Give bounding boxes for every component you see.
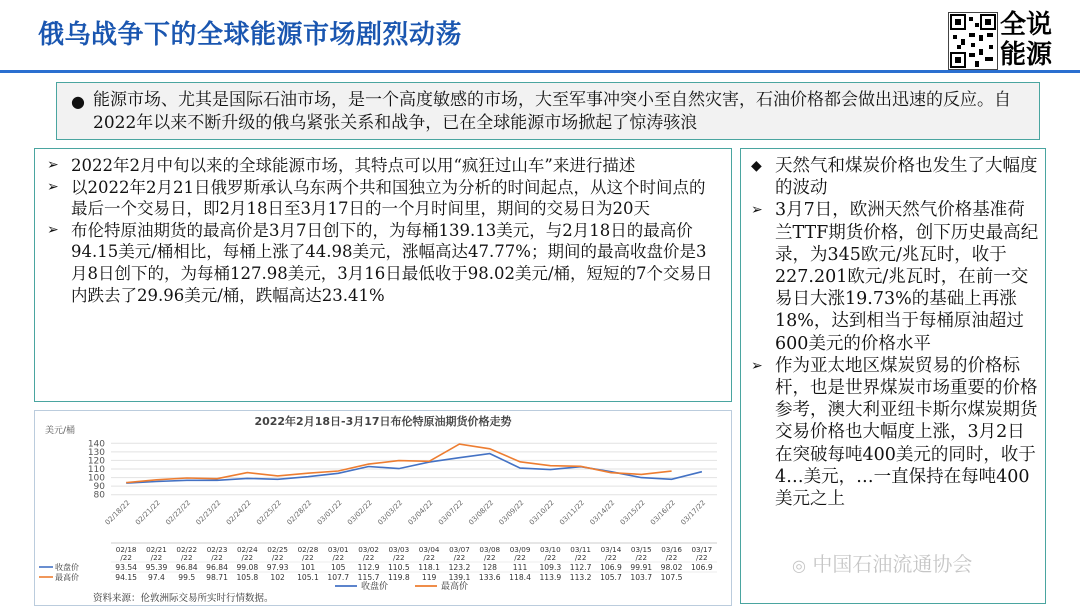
table-cell: 107.7	[327, 573, 350, 582]
list-item-text: 布伦特原油期货的最高价是3月7日创下的，为每桶139.13美元，与2月18日的最高价94.15美元/桶相比，每桶上涨了44.98美元，涨幅高达47.77%；期间的最高收盘价是3月8日创下的，为每桶127.98美元，3月16日最低收于98.02美元/桶，短短的7个交易日内跌去了29.96美元/桶，跌幅高达23.41%	[71, 220, 713, 305]
table-row-label: 最高价	[55, 573, 79, 582]
table-year-cell: /22	[180, 553, 193, 562]
x-tick-label: 02/22/22	[164, 498, 193, 527]
diamond-bullet-icon: ◆	[751, 158, 762, 174]
y-tick-label: 90	[93, 482, 105, 493]
x-tick-label: 02/18/22	[103, 498, 132, 527]
table-date-cell: 02/23	[206, 545, 228, 554]
list-item-text: 以2022年2月21日俄罗斯承认乌东两个共和国独立为分析的时间起点，从这个时间点的最后一个交易日，即2月18日至3月17日的一个月时间里，期间的交易日为20天	[71, 177, 706, 219]
table-cell: 97.4	[147, 573, 165, 582]
table-cell: 115.7	[357, 573, 380, 582]
table-cell: 99.08	[236, 563, 259, 572]
series-line-high	[126, 444, 671, 483]
chart-source: 资料来源：伦敦洲际交易所实时行情数据。	[93, 593, 274, 604]
table-cell: 111	[512, 563, 528, 572]
watermark-text: 中国石油流通协会	[812, 552, 973, 576]
brand-logo	[946, 10, 1064, 72]
price-chart	[35, 411, 731, 605]
table-cell: 103.7	[630, 573, 653, 582]
arrow-bullet-icon: ➢	[47, 178, 59, 195]
table-cell: 99.91	[630, 563, 653, 572]
list-item	[751, 155, 1039, 199]
x-tick-label: 02/28/22	[285, 498, 314, 527]
arrow-bullet-icon: ➢	[751, 357, 763, 374]
table-year-cell: /22	[696, 553, 708, 562]
legend-label-close: 收盘价	[361, 582, 389, 592]
x-tick-label: 03/11/22	[558, 498, 587, 527]
table-cell: 94.15	[115, 573, 138, 582]
table-cell: 105.7	[600, 573, 622, 582]
bullet-icon: ●	[71, 92, 85, 111]
table-date-cell: 03/09	[509, 545, 531, 554]
watermark	[792, 548, 972, 577]
table-date-cell: 03/17	[691, 545, 713, 554]
x-tick-label: 03/08/22	[467, 498, 496, 527]
list-item	[47, 155, 721, 177]
table-year-cell: /22	[362, 553, 375, 562]
table-year-cell: /22	[120, 553, 132, 562]
x-tick-label: 03/02/22	[346, 498, 374, 527]
table-year-cell: /22	[393, 553, 405, 562]
table-cell: 105.8	[236, 573, 259, 582]
table-year-cell: /22	[271, 553, 284, 562]
table-year-cell: /22	[423, 553, 435, 562]
list-item	[47, 220, 721, 306]
table-cell: 112.7	[569, 563, 592, 572]
table-year-cell: /22	[514, 553, 526, 562]
left-text-panel	[34, 148, 732, 402]
x-tick-label: 03/03/22	[376, 498, 405, 527]
table-cell: 112.9	[357, 563, 380, 572]
table-cell: 113.9	[539, 573, 562, 582]
table-cell: 105	[331, 563, 346, 572]
x-tick-label: 03/09/22	[497, 498, 526, 527]
y-axis-label: 美元/桶	[45, 426, 76, 436]
x-tick-label: 03/17/22	[679, 498, 708, 527]
table-cell: 105.1	[297, 573, 319, 582]
y-tick-label: 100	[87, 473, 105, 484]
x-tick-label: 03/01/22	[315, 498, 344, 527]
table-cell: 106.9	[690, 563, 713, 572]
table-cell: 99.5	[178, 573, 196, 582]
x-tick-label: 03/04/22	[406, 498, 435, 527]
table-date-cell: 03/08	[479, 545, 501, 554]
list-item	[751, 355, 1039, 510]
list-item	[47, 177, 721, 220]
table-cell: 118.4	[509, 573, 531, 582]
table-date-cell: 03/10	[539, 545, 561, 554]
table-year-cell: /22	[665, 553, 678, 562]
table-cell: 133.6	[478, 573, 501, 582]
table-cell: 102	[270, 573, 285, 582]
table-year-cell: /22	[483, 553, 496, 562]
arrow-bullet-icon: ➢	[47, 221, 59, 238]
table-cell: 101	[300, 563, 316, 572]
table-cell: 107.5	[660, 573, 683, 582]
list-item-text: 作为亚太地区煤炭贸易的价格标杆，也是世界煤炭市场重要的价格参考，澳大利亚纽卡斯尔煤炭期货交易价格也大幅度上涨，3月2日在突破每吨400美元的同时，收于4…美元，…一直保持在每吨400美元之上	[775, 355, 1038, 510]
intro-text: 能源市场、尤其是国际石油市场，是一个高度敏感的市场，大至军事冲突小至自然灾害，石油价格都会做出迅速的反应。自2022年以来不断升级的俄乌紧张关系和战争，已在全球能源市场掀起了惊涛骇浪	[93, 90, 1011, 133]
table-cell: 119	[421, 573, 437, 582]
chart-panel	[34, 410, 732, 606]
table-date-cell: 02/25	[267, 545, 289, 554]
table-year-cell: /22	[241, 553, 254, 562]
x-tick-label: 03/15/22	[618, 498, 647, 527]
table-cell: 139.1	[448, 573, 471, 582]
table-date-cell: 02/22	[176, 545, 198, 554]
table-year-cell: /22	[302, 553, 314, 562]
table-cell: 93.54	[115, 563, 138, 572]
page-title: 俄乌战争下的全球能源市场剧烈动荡	[38, 20, 463, 50]
table-cell: 97.93	[266, 563, 289, 572]
y-tick-label: 110	[87, 465, 105, 475]
intro-box	[56, 82, 1040, 140]
table-date-cell: 02/28	[297, 545, 319, 554]
table-date-cell: 03/15	[630, 545, 652, 554]
table-year-cell: /22	[332, 553, 345, 562]
legend-label-high: 最高价	[441, 582, 469, 592]
table-date-cell: 02/24	[236, 545, 258, 554]
table-cell: 110.5	[387, 563, 410, 572]
table-year-cell: /22	[635, 553, 648, 562]
table-date-cell: 03/01	[327, 545, 349, 554]
table-cell: 95.39	[145, 563, 168, 572]
right-text-panel	[740, 148, 1046, 604]
table-date-cell: 03/11	[570, 545, 592, 554]
list-item-text: 2022年2月中旬以来的全球能源市场，其特点可以用“疯狂过山车”来进行描述	[71, 156, 636, 175]
table-cell: 98.71	[206, 573, 228, 582]
table-date-cell: 02/18	[115, 545, 137, 554]
arrow-bullet-icon: ➢	[47, 157, 59, 173]
table-cell: 128	[482, 563, 497, 572]
logo-text-line-2: 能源	[1000, 40, 1053, 70]
table-cell: 118.1	[418, 563, 441, 572]
wechat-icon: ◎	[792, 556, 806, 575]
x-tick-label: 02/25/22	[255, 498, 284, 527]
list-item-text: 天然气和煤炭价格也发生了大幅度的波动	[775, 156, 1038, 199]
chart-title: 2022年2月18日-3月17日布伦特原油期货价格走势	[254, 415, 512, 428]
qr-code-icon	[948, 12, 998, 70]
title-underline	[0, 70, 1080, 73]
x-tick-label: 03/07/22	[436, 498, 465, 527]
table-date-cell: 03/07	[449, 545, 470, 554]
y-tick-label: 80	[93, 490, 105, 501]
logo-text-line-1: 全说	[1000, 10, 1053, 40]
table-date-cell: 03/03	[388, 545, 410, 554]
table-cell: 109.3	[539, 563, 562, 572]
x-tick-label: 02/24/22	[224, 498, 253, 527]
table-row-label: 收盘价	[55, 563, 79, 572]
x-tick-label: 03/14/22	[588, 498, 617, 527]
table-date-cell: 03/02	[358, 545, 379, 554]
table-year-cell: /22	[453, 553, 466, 562]
y-tick-label: 120	[87, 456, 105, 467]
table-year-cell: /22	[574, 553, 587, 562]
table-date-cell: 03/16	[661, 545, 682, 554]
x-tick-label: 03/16/22	[649, 498, 677, 527]
list-item-text: 3月7日，欧洲天然气价格基准荷兰TTF期货价格，创下历史最高纪录，为345欧元/兆瓦时，收于227.201欧元/兆瓦时，在前一交易日大涨19.73%的基础上再涨18%，达到相当于每桶原油超过600美元的价格水平	[775, 200, 1039, 354]
arrow-bullet-icon: ➢	[751, 202, 763, 219]
table-date-cell: 03/14	[600, 545, 622, 554]
table-year-cell: /22	[211, 553, 223, 562]
y-tick-label: 140	[87, 439, 105, 450]
table-cell: 98.02	[660, 563, 683, 572]
table-cell: 119.8	[387, 573, 410, 582]
table-cell: 123.2	[448, 563, 471, 572]
table-year-cell: /22	[544, 553, 557, 562]
table-cell: 96.84	[206, 563, 228, 572]
table-date-cell: 03/04	[418, 545, 440, 554]
logo-text	[1000, 10, 1064, 70]
x-tick-label: 02/21/22	[133, 498, 162, 527]
list-item	[751, 199, 1039, 354]
table-date-cell: 02/21	[146, 545, 167, 554]
table-year-cell: /22	[150, 553, 163, 562]
table-cell: 96.84	[175, 563, 198, 572]
table-cell: 106.9	[600, 563, 622, 572]
table-year-cell: /22	[605, 553, 617, 562]
x-tick-label: 02/23/22	[194, 498, 223, 527]
y-tick-label: 130	[87, 447, 105, 458]
x-tick-label: 03/10/22	[527, 498, 556, 527]
table-cell: 113.2	[569, 573, 592, 582]
